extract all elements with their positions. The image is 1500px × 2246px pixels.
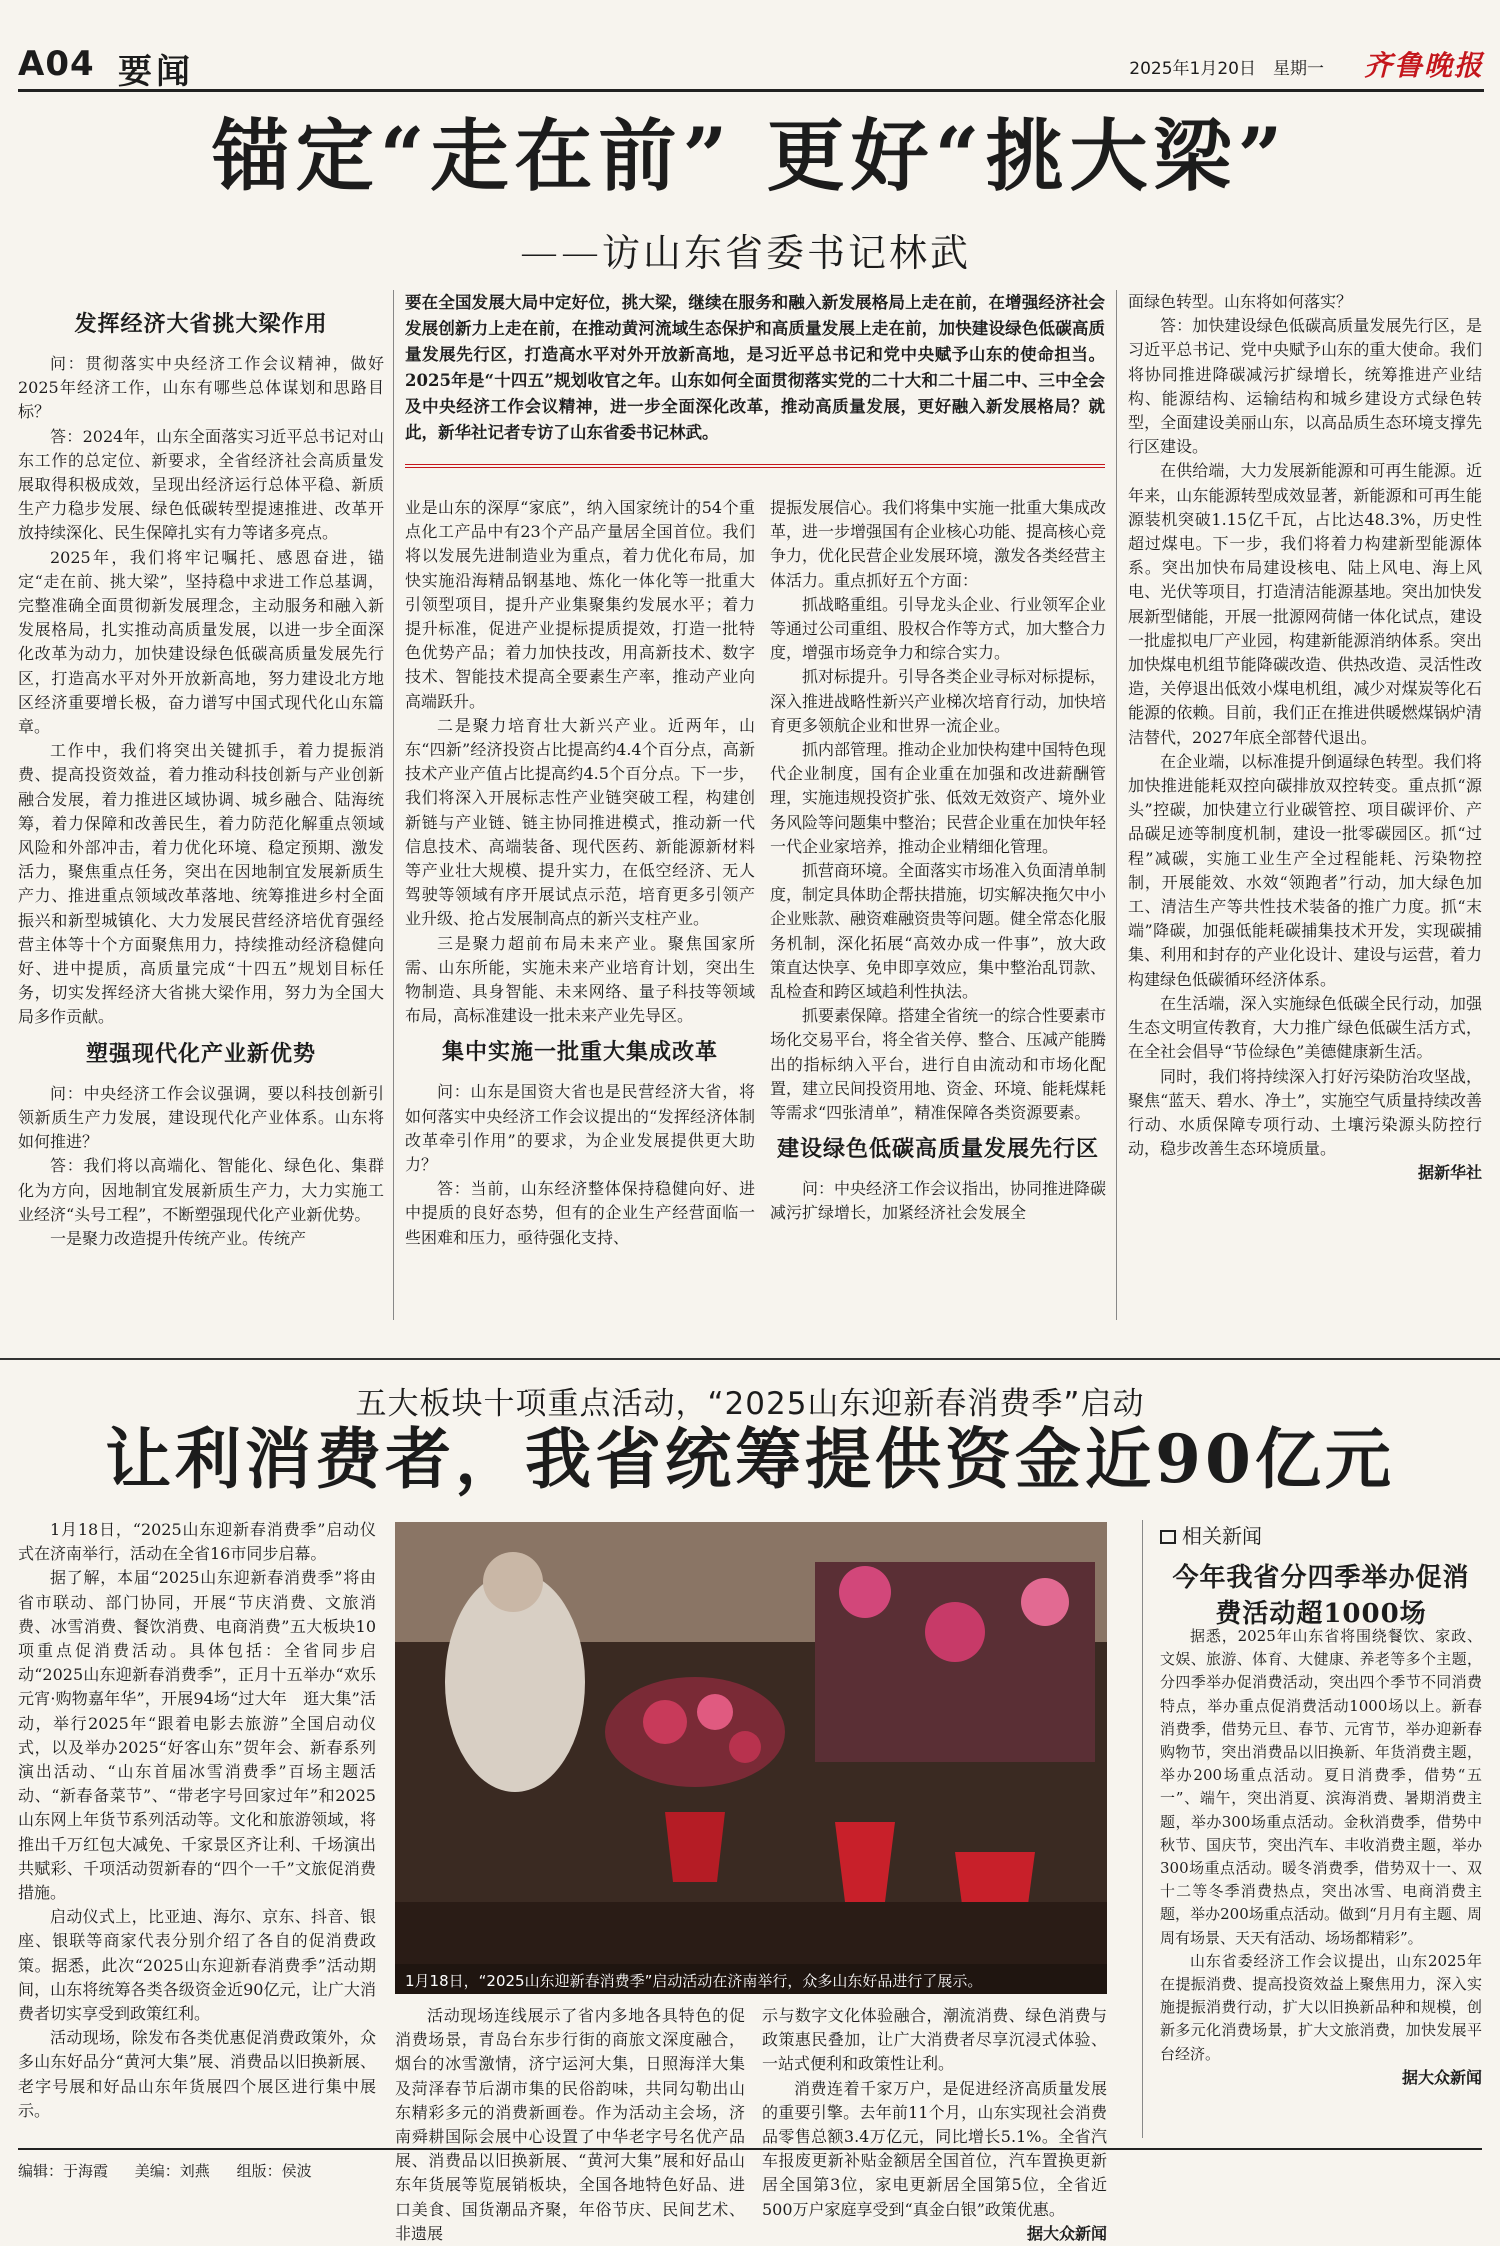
paragraph: 三是聚力超前布局未来产业。聚焦国家所需、山东所能，实施未来产业培育计划，突出生物制造、具身智能、未来网络、量子科技等领域布局，高标准建设一批未来产业先导区。 <box>405 933 755 1026</box>
paragraph: 据悉，2025年山东省将围绕餐饮、家政、文娱、旅游、体育、大健康、养老等多个主题，分四季举办促消费活动，突出四个季节不同消费特点，举办重点促消费活动1000场以上。新春消费季，借势元旦、春节、元宵节，举办迎新春购物节，突出消费品以旧换新、年货消费主题，举办200场重点活动。夏日消费季，借势“五一”、端午，突出消夏、滨海消费、暑期消费主题，举办300场重点活动。金秋消费季，借势中秋节、国庆节，突出汽车、丰收消费主题，举办300场重点活动。暖冬消费季，借势双十一、双十二等冬季消费热点，突出冰雪、电商消费主题，举办200场重点活动。做到“月月有主题、周周有场景、天天有活动、场场都精彩”。 <box>1160 1627 1482 1947</box>
article1-lead: 要在全国发展大局中定好位，挑大梁，继续在服务和融入新发展格局上走在前，在增强经济社会发展创新力上走在前，在推动黄河流域生态保护和高质量发展上走在前，加快建设绿色低碳高质量发展先行区，打造高水平对外开放新高地，是习近平总书记和党中央赋予山东的使命担当。 2025年是“十四五”规划收官之年。山东如何全面贯彻落实党的二十大和二十届二中、三中全会及中央经济工作会议精神，进一步全面深化改革，推动高质量发展，更好融入新发展格局？就此，新华社记者专访了山东省委书记林武。 <box>405 290 1105 468</box>
paragraph: 启动仪式上，比亚迪、海尔、京东、抖音、银座、银联等商家代表分别介绍了各自的促消费政策。据悉，此次“2025山东迎新春消费季”活动期间，山东将统筹各类各级资金近90亿元，让广大消费者切实享受到政策红利。 <box>18 1907 376 2024</box>
peony-flower <box>1021 1578 1069 1626</box>
page-footer <box>18 2148 1482 2181</box>
paragraph: 问：山东是国资大省也是民营经济大省，将如何落实中央经济工作会议提出的“发挥经济体制改革牵引作用”的要求，为企业发展提供更大助力？ <box>405 1082 755 1175</box>
page-number: A04 <box>18 44 95 84</box>
article-divider <box>0 1358 1500 1360</box>
paragraph: 问：贯彻落实中央经济工作会议精神，做好2025年经济工作，山东有哪些总体谋划和思路目标？ <box>18 354 384 422</box>
paragraph: 二是聚力培育壮大新兴产业。近两年，山东“四新”经济投资占比提高约4.4个百分点，高新技术产业产值占比提高约4.5个百分点。下一步，我们将深入开展标志性产业链突破工程，构建创新链与产业链、链主协同推进模式，推动新一代信息技术、高端装备、现代医药、新能源新材料等产业壮大规模、提升实力，在低空经济、无人驾驶等领域有序开展试点示范，培育更多引领产业升级、抢占发展制高点的新兴支柱产业。 <box>405 715 755 929</box>
article2-column-2 <box>395 2004 745 2243</box>
section-name: 要闻 <box>118 52 194 92</box>
photo-caption: 1月18日，“2025山东迎新春消费季”启动活动在济南举行，众多山东好品进行了展示。 <box>395 1964 1107 1994</box>
peony-cluster <box>605 1677 785 1787</box>
event-photo <box>395 1522 1107 1994</box>
section-heading: 塑强现代化产业新优势 <box>85 1040 316 1067</box>
article1-column-2 <box>405 496 755 1318</box>
column-rule <box>1116 290 1117 1320</box>
section-heading: 集中实施一批重大集成改革 <box>441 1039 718 1066</box>
paragraph: 抓内部管理。推动企业加快构建中国特色现代企业制度，国有企业重在加强和改进薪酬管理，实施违规投资扩张、低效无效资产、境外业务风险等问题集中整治；民营企业重在加快年轻一代企业家培养，推动企业精细化管理。 <box>770 740 1107 856</box>
article2-column-1 <box>18 1518 376 2136</box>
paragraph: 答：当前，山东经济整体保持稳健向好、进中提质的良好态势，但有的企业生产经营面临一些困难和压力，亟待强化支持、 <box>405 1179 755 1247</box>
article2-kicker: 五大板块十项重点活动，“2025山东迎新春消费季”启动 <box>355 1386 1145 1422</box>
art-credit: 美编：刘燕 <box>134 2162 210 2180</box>
flower-pot <box>835 1822 895 1902</box>
related-news-label: 相关新闻 <box>1182 1524 1262 1548</box>
article2-headline: 让利消费者，我省统筹提供资金近90亿元 <box>105 1420 1395 1498</box>
paragraph: 在生活端，深入实施绿色低碳全民行动，加强生态文明宣传教育，大力推广绿色低碳生活方式，在全社会倡导“节俭绿色”美德健康新生活。 <box>1128 993 1482 1062</box>
editor-credit: 编辑：于海霞 <box>18 2162 109 2180</box>
paragraph: 答：加快建设绿色低碳高质量发展先行区，是习近平总书记、党中央赋予山东的重大使命。我们将协同推进降碳减污扩绿增长，统筹推进产业结构、能源结构、运输结构和城乡建设方式绿色转型，全面建设美丽山东，以高品质生态环境支撑先行区建设。 <box>1128 316 1482 457</box>
article-source: 据大众新闻 <box>1401 2067 1482 2087</box>
paragraph: 2025年，我们将牢记嘱托、感恩奋进，锚定“走在前、挑大梁”，坚持稳中求进工作总基调，完整准确全面贯彻新发展理念，主动服务和融入新发展格局，扎实推动高质量发展，以进一步全面深化改革为动力，加快建设绿色低碳高质量发展先行区，打造高水平对外开放新高地，努力建设北方地区经济重要增长极，奋力谱写中国式现代化山东篇章。 <box>18 547 384 737</box>
paragraph: 工作中，我们将突出关键抓手，着力提振消费、提高投资效益，着力推动科技创新与产业创新融合发展，着力推进区域协调、城乡融合、陆海统筹，着力保障和改善民生，着力防范化解重点领域风险和外部冲击，着力优化环境、稳定预期、激发活力，聚焦重点任务，突出在因地制宜发展新质生产力、推进重点领域改革落地、统筹推进乡村全面振兴和新型城镇化、大力发展民营经济培优育强经营主体等十个方面聚焦用力，持续推动经济稳健向好、进中提质，高质量完成“十四五”规划目标任务，切实发挥经济大省挑大梁作用，努力为全国大局多作贡献。 <box>18 741 384 1027</box>
column-rule <box>1142 1520 1143 2138</box>
section-heading: 建设绿色低碳高质量发展先行区 <box>776 1136 1099 1163</box>
article1-headline: 锚定“走在前” 更好“挑大梁” <box>211 111 1289 202</box>
photo-head <box>483 1552 543 1612</box>
masthead-logo: 齐鲁晚报 <box>1363 49 1484 82</box>
article1-column-1 <box>18 300 384 1320</box>
paragraph: 答：2024年，山东全面落实习近平总书记对山东工作的总定位、新要求，全省经济社会高质量发展取得积极成效，呈现出经济运行总体平稳、新质生产力稳步发展、绿色低碳转型提速推进、改革开放持续深化、民生保障扎实有力等诸多亮点。 <box>18 426 384 543</box>
related-news-body <box>1160 1625 1482 2137</box>
paragraph: 提振发展信心。我们将集中实施一批重大集成改革，进一步增强国有企业核心功能、提高核心竞争力，优化民营企业发展环境，激发各类经营主体活力。重点抓好五个方面： <box>770 498 1107 590</box>
article-source: 据新华社 <box>1417 1163 1482 1183</box>
related-news-icon <box>1160 1530 1176 1544</box>
paragraph: 答：我们将以高端化、智能化、绿色化、集群化为方向，因地制宜发展新质生产力，大力实施工业经济“头号工程”，不断塑强现代化产业新优势。 <box>18 1156 384 1224</box>
paragraph: 业是山东的深厚“家底”，纳入国家统计的54个重点化工产品中有23个产品产量居全国首位。我们将以发展先进制造业为重点，着力优化布局，加快实施沿海精品钢基地、炼化一体化等一批重大引领型项目，提升产业集聚集约发展水平；着力提升标准，促进产业提标提质提效，打造一批特色优势产品；着力加快技改，用高新技术、数字技术、智能技术提高全要素生产率，推动产业向高端跃升。 <box>405 498 755 711</box>
paragraph: 活动现场连线展示了省内多地各具特色的促消费场景，青岛台东步行街的商旅文深度融合，烟台的冰雪激情，济宁运河大集，日照海洋大集及菏泽春节后湖市集的民俗韵味，共同勾勒出山东精彩多元的消费新画卷。作为活动主会场，济南舜耕国际会展中心设置了中华老字号名优产品展、消费品以旧换新展、“黄河大集”展和好品山东年货展等览展销板块，全国各地特色好品、进口美食、国货潮品齐聚，年俗节庆、民间艺术、非遗展 <box>395 2006 745 2243</box>
paragraph: 一是聚力改造提升传统产业。传统产 <box>50 1228 307 1248</box>
peony-flower <box>925 1602 985 1662</box>
peony-flower <box>697 1694 733 1730</box>
paragraph: 活动现场，除发布各类优惠促消费政策外，众多山东好品分“黄河大集”展、消费品以旧换新展、老字号展和好品山东年货展四个展区进行集中展示。 <box>18 2028 376 2120</box>
article2-column-3 <box>762 2004 1107 2243</box>
paragraph: 面绿色转型。山东将如何落实？ <box>1128 292 1353 311</box>
paragraph: 抓战略重组。引导龙头企业、行业领军企业等通过公司重组、股权合作等方式，加大整合力度，增强市场竞争力和综合实力。 <box>770 594 1107 663</box>
page-header <box>18 40 1484 92</box>
paragraph: 在供给端，大力发展新能源和可再生能源。近年来，山东能源转型成效显著，新能源和可再生能源装机突破1.15亿千瓦，占比达48.3%，历史性超过煤电。下一步，我们将着力构建新型能源体系。突出加快布局建设核电、陆上风电、海上风电、光伏等项目，打造清洁能源基地。突出加快发展新型储能，开展一批源网荷储一体化试点，建设一批虚拟电厂产业园，构建新能源消纳体系。突出加快煤电机组节能降碳改造、供热改造、灵活性改造，关停退出低效小煤电机组，减少对煤炭等化石能源的依赖。目前，我们正在推进供暖燃煤锅炉清洁替代，2027年底全部替代退出。 <box>1128 461 1482 747</box>
paragraph: 同时，我们将持续深入打好污染防治攻坚战，聚焦“蓝天、碧水、净土”，实施空气质量持续改善行动、水质保障专项行动、土壤污染源头防控行动，稳步改善生态环境质量。 <box>1128 1066 1482 1159</box>
peony-flower <box>643 1700 687 1744</box>
paragraph: 抓要素保障。搭建全省统一的综合性要素市场化交易平台，将全省关停、整合、压减产能腾出的指标纳入平台，进行自由流动和市场化配置，建立民间投资用地、资金、环境、能耗煤耗等需求“四张清单”，精准保障各类资源要素。 <box>770 1006 1107 1123</box>
article1-column-4 <box>1128 290 1482 1320</box>
peony-flower <box>729 1731 761 1763</box>
column-rule <box>393 290 394 1320</box>
paragraph: 抓营商环境。全面落实市场准入负面清单制度，制定具体助企帮扶措施，切实解决拖欠中小企业账款、融资难融资贵等问题。健全常态化服务机制，深化拓展“高效办成一件事”，放大政策直达快享、免申即享效应，集中整治乱罚款、乱检查和跨区域趋利性执法。 <box>770 861 1107 1002</box>
issue-date: 2025年1月20日 星期一 <box>1129 59 1324 79</box>
paragraph: 在企业端，以标准提升倒逼绿色转型。我们将加快推进能耗双控向碳排放双控转变。重点抓“源头”控碳，加快建立行业碳管控、项目碳评价、产品碳足迹等制度机制，建设一批零碳园区。抓“过程”减碳，实施工业生产全过程能耗、污染物控制，开展能效、水效“领跑者”行动，加大绿色加工、清洁生产等共性技术装备的推广力度。抓“末端”降碳，加强低能耗碳捕集技术开发，实现碳捕集、利用和封存的产业化设计、建设与运营，着力构建绿色低碳循环经济体系。 <box>1128 751 1482 989</box>
related-news-headline: 今年我省分四季举办促消费活动超1000场 <box>1172 1563 1470 1629</box>
article1-column-3 <box>770 496 1106 1318</box>
flower-pot <box>665 1812 725 1882</box>
paragraph: 示与数字文化体验融合，潮流消费、绿色消费与政策惠民叠加，让广大消费者尽享沉浸式体验、一站式便利和政策性让利。 <box>762 2006 1107 2074</box>
paragraph: 据了解，本届“2025山东迎新春消费季”将由省市联动、部门协同，开展“节庆消费、文旅消费、冰雪消费、餐饮消费、电商消费”五大板块10项重点促消费活动。具体包括：全省同步启动“2025山东迎新春消费季”，正月十五举办“欢乐元宵·购物嘉年华”，开展94场“过大年 逛大集”活动，举行2025年“跟着电影去旅游”全国启动仪式，以及举办2025“好客山东”贺年会、新春系列演出活动、“山东首届冰雪消费季”百场主题活动、“新春备菜节”、“带老字号回家过年”和2025山东网上年货节系列活动等。文化和旅游领域，将推出千万红包大减免、千家景区齐让利、千场演出共赋彩、千项活动贺新春的“四个一千”文旅促消费措施。 <box>18 1568 376 1903</box>
related-news-tag <box>1160 1520 1262 1549</box>
paragraph: 山东省委经济工作会议提出，山东2025年在提振消费、提高投资效益上聚焦用力，深入实施提振消费行动，扩大以旧换新品种和规模，创新多元化消费场景，扩大文旅消费，加快发展平台经济。 <box>1160 1951 1482 2063</box>
paragraph: 问：中央经济工作会议强调，要以科技创新引领新质生产力发展，建设现代化产业体系。山东将如何推进？ <box>18 1083 384 1152</box>
event-photo-image <box>395 1522 1107 1994</box>
paragraph: 问：中央经济工作会议指出，协同推进降碳减污扩绿增长，加紧经济社会发展全 <box>770 1179 1107 1223</box>
paragraph: 消费连着千家万户，是促进经济高质量发展的重要引擎。去年前11个月，山东实现社会消费品零售总额3.4万亿元，同比增长5.1%。全省汽车报废更新补贴金额居全国首位，汽车置换更新居全国第3位，家电更新居全国第5位，全省近500万户家庭享受到“真金白银”政策优惠。 <box>762 2078 1107 2219</box>
paragraph: 1月18日，“2025山东迎新春消费季”启动仪式在济南举行，活动在全省16市同步启幕。 <box>18 1520 376 1564</box>
article1-subtitle: ——访山东省委书记林武 <box>520 231 972 275</box>
section-heading: 发挥经济大省挑大梁作用 <box>74 311 328 337</box>
layout-credit: 组版：侯波 <box>236 2162 312 2180</box>
article-source: 据大众新闻 <box>1026 2223 1107 2243</box>
paragraph: 抓对标提升。引导各类企业寻标对标提标，深入推进战略性新兴产业梯次培育行动，加快培育更多领航企业和世界一流企业。 <box>770 667 1107 735</box>
peony-flower <box>839 1566 891 1618</box>
